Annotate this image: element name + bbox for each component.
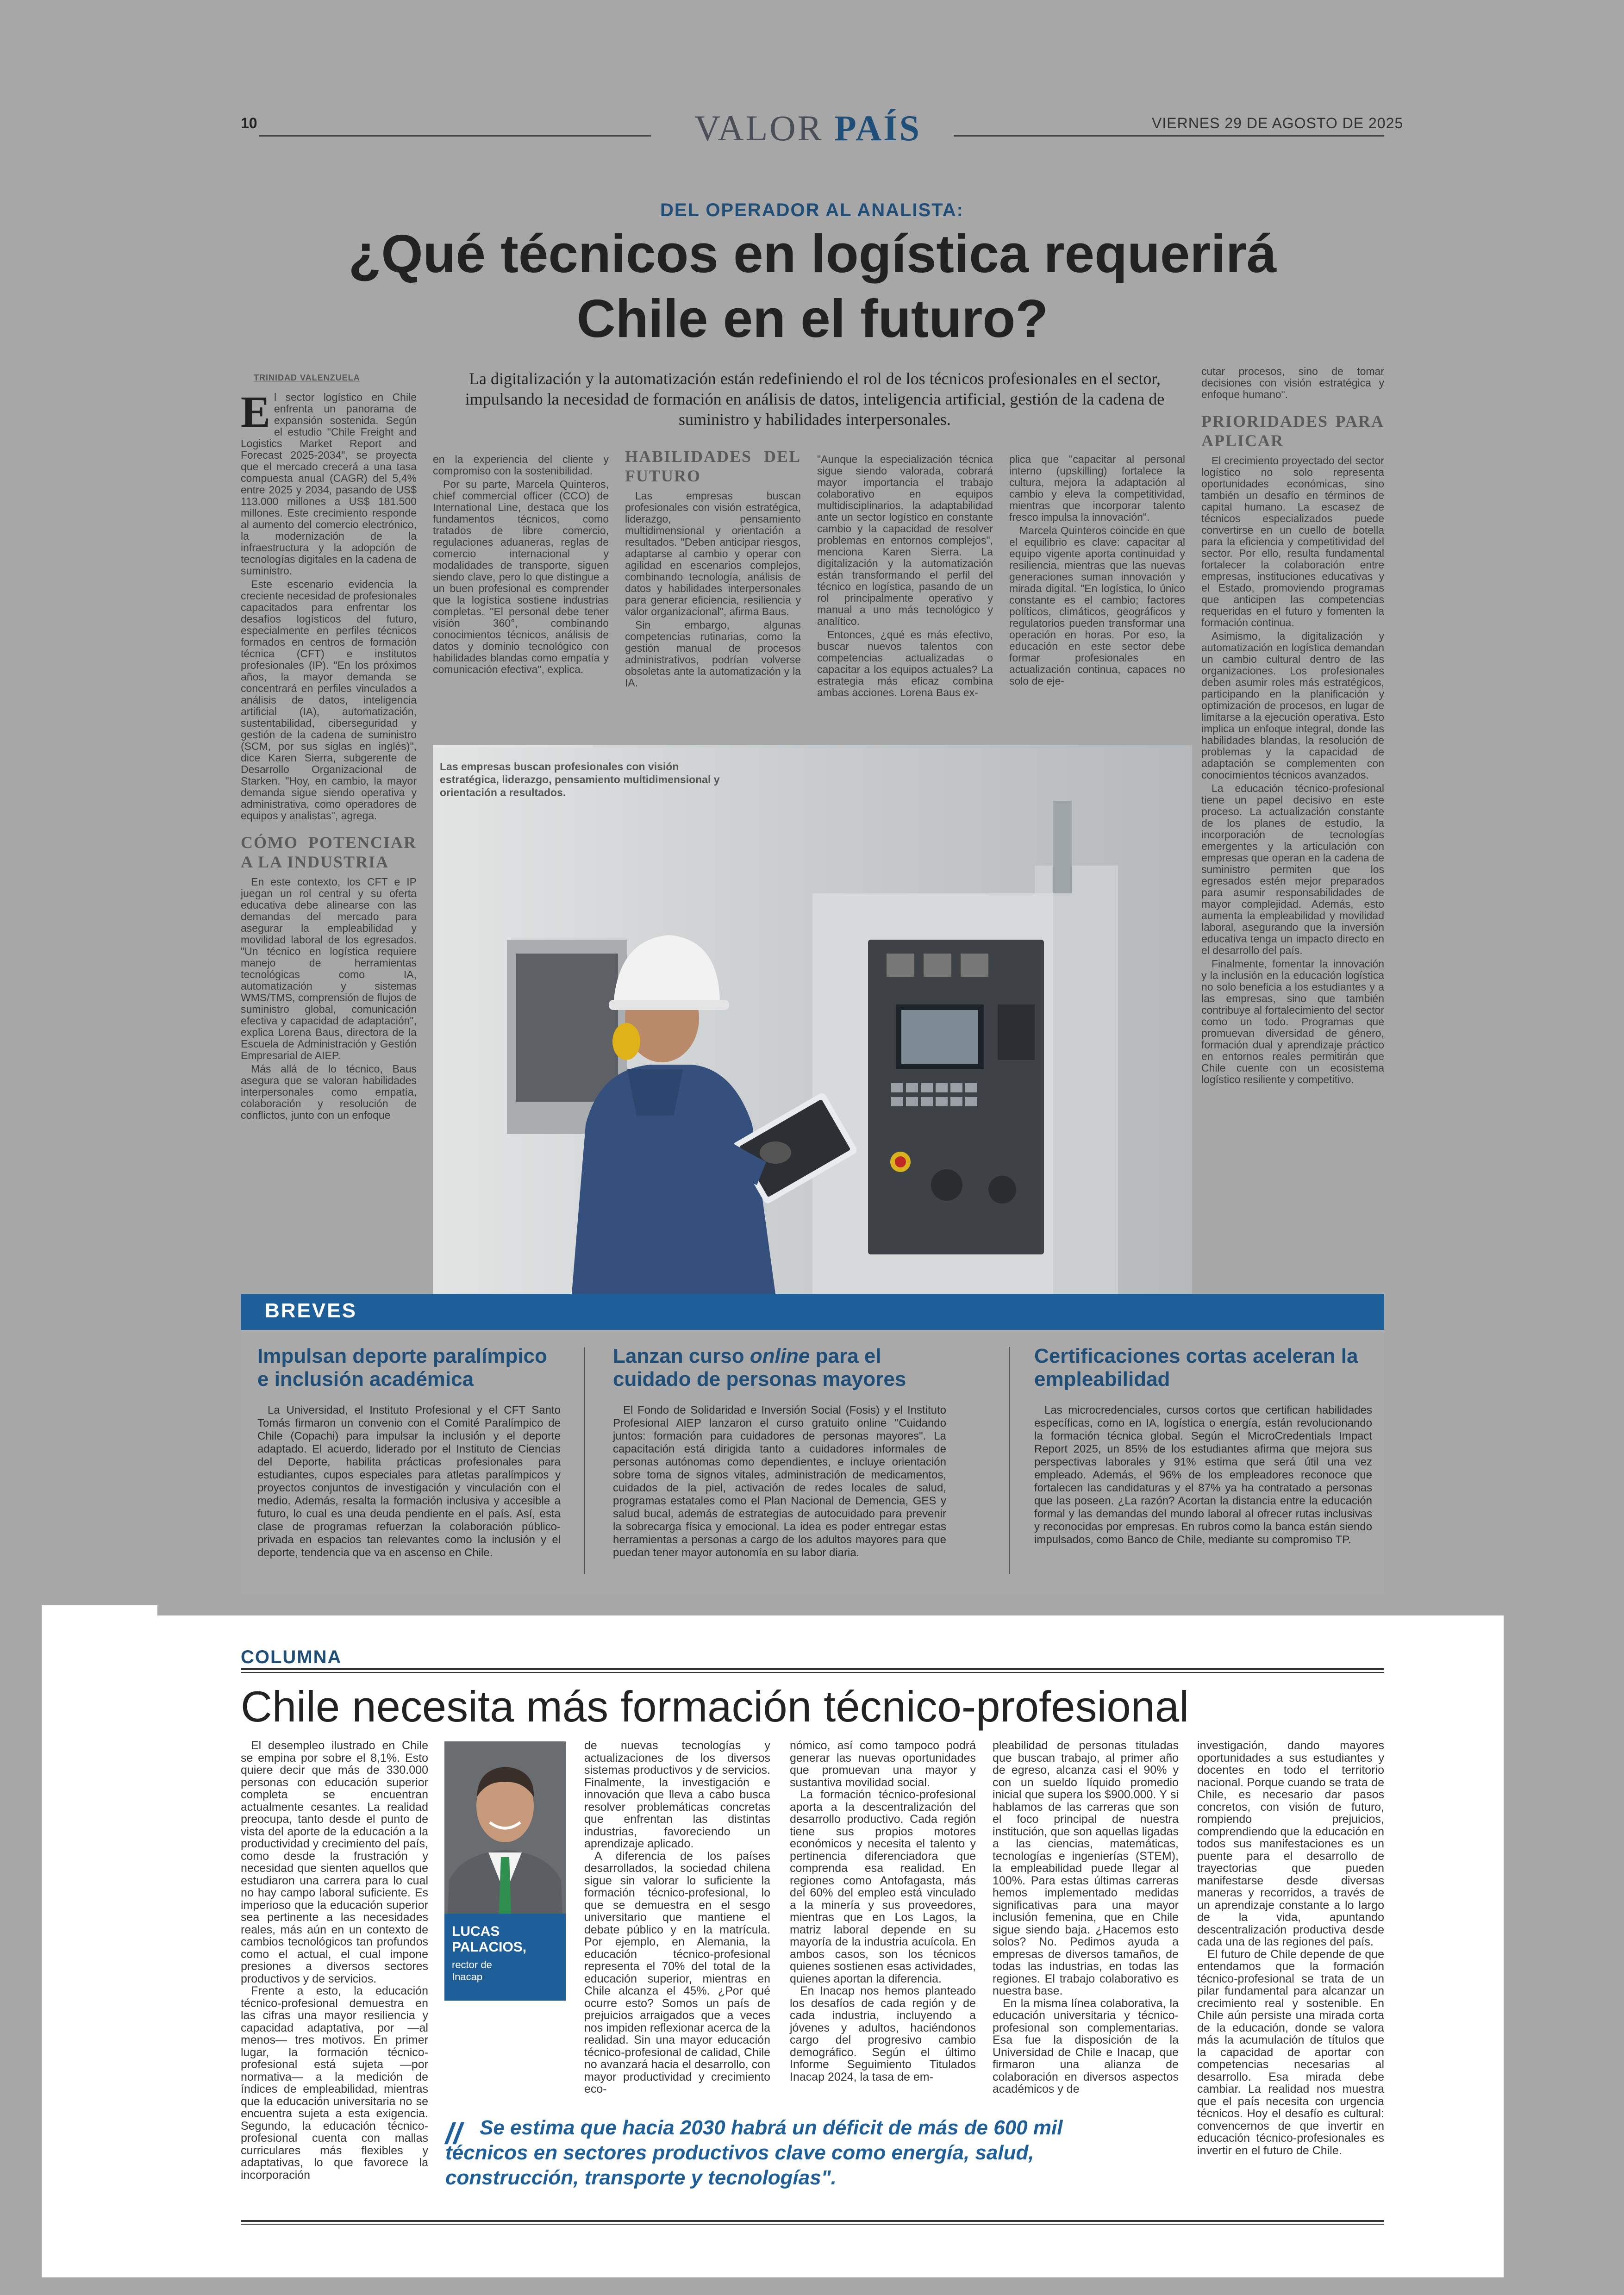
paragraph: investigación, dando mayores oportunidades a sus estudiantes y docentes en todo el territorio nacional. Porque cuando se trata de Chile, es necesario dar pasos concretos, con visión de futuro, rompiendo prejuicios, comprendiendo que la educación en todos sus manifestaciones es un puente para el desarrollo de trayectorias que pueden manifestarse desde diversas maneras y recorridos, a través de un aprendizaje constante a lo largo de la vida, apuntando descentralización productiva desde cada una de las regiones del país. bbox=[1197, 1739, 1384, 1948]
columna-tab bbox=[42, 1605, 157, 1615]
byline: TRINIDAD VALENZUELA bbox=[254, 373, 360, 382]
paragraph: En este contexto, los CFT e IP juegan un rol central y su oferta educativa debe alinearse con las demandas del mercado para asegurar la empleabilidad y movilidad laboral de los egresados. "Un técnico en logística requiere manejo de herramientas tecnológicas como IA, automatización y sistemas WMS/TMS, comprensión de flujos de suministro global, comunicación efectiva y capacidad de adaptación", explica Lorena Baus, directora de la Escuela de Administración y Gestión Empresarial de AIEP. bbox=[241, 876, 417, 1061]
author-role bbox=[452, 1959, 492, 1983]
author-name-line: PALACIOS, bbox=[452, 1940, 527, 1955]
paragraph: El Fondo de Solidaridad e Inversión Social (Fosis) y el Instituto Profesional AIEP lanzaron el curso gratuito online "Cuidando juntos: formación para cuidadores de personas mayores". La capacitación está dirigida tanto a cuidadores informales de personas autónomas como dependientes, e incluye orientación sobre toma de signos vitales, administración de medicamentos, cuidados de la piel, activación de redes locales de salud, programas estatales como el Plan Nacional de Demencia, GES y salud bucal, además de estrategias de autocuidado para prevenir la sobrecarga física y emocional. La idea es poder entregar estas herramientas a personas a cargo de los adultos mayores para que puedan tener mayor autonomía en su labor diaria. bbox=[613, 1404, 946, 1559]
page-number: 10 bbox=[241, 115, 257, 131]
paragraph: en la experiencia del cliente y compromiso con la sostenibilidad. bbox=[433, 453, 609, 477]
paragraph: En la misma línea colaborativa, la educación universitaria y técnico-profesional son complementarias. Esa fue la disposición de la Universidad de Chile e Inacap, que firmaron una alianza de colaboración en diversos aspectos académicos y de bbox=[993, 1996, 1179, 2095]
article-column-5 bbox=[1009, 454, 1185, 689]
subheading-como-potenciar: CÓMO POTENCIAR A LA INDUSTRIA bbox=[241, 833, 417, 871]
paragraph: Entonces, ¿qué es más efectivo, buscar nuevos talentos con competencias actualizadas o capacitar a los equipos actuales? La estrategia más eficaz combina ambas acciones. Lorena Baus ex- bbox=[817, 629, 993, 698]
columna-column-3 bbox=[790, 1740, 976, 2083]
author-role-line: Inacap bbox=[452, 1971, 483, 1983]
header-rule-left bbox=[259, 135, 651, 137]
paragraph: Asimismo, la digitalización y automatización en logística demandan un cambio cultural dentro de las organizaciones. Los profesionales deben asumir roles más estratégicos, participando en la planificación y optimización de procesos, en lugar de limitarse a la ejecución operativa. Esto implica un enfoque integral, donde las habilidades blandas, la resolución de problemas y la capacidad de adaptación se complementen con conocimientos técnicos avanzados. bbox=[1201, 630, 1384, 781]
paragraph: Marcela Quinteros coincide en que el equilibrio es clave: capacitar al equipo vigente aporta continuidad y resiliencia, mientras que las nuevas generaciones suman innovación y mirada digital. "En logística, lo único constante es el cambio; factores políticos, climáticos, geográficos y regulatorios pueden transformar una operación en horas. Por eso, la educación en este sector debe formar profesionales en actualización continua, capaces no solo de eje- bbox=[1009, 524, 1185, 687]
paragraph: La formación técnico-profesional aporta a la descentralización del desarrollo productivo. Cada región tiene sus propios motores económicos y necesita el talento y pertinencia diferenciadora que comprenda esa realidad. En regiones como Antofagasta, más del 60% del empleo está vinculado a la minería y sus proveedores, mientras que en Los Lagos, la matriz laboral depende en su mayoría de la industria acuícola. En ambos casos, son los técnicos quienes sostienen esas actividades, quienes aportan la diferencia. bbox=[790, 1788, 976, 1985]
paragraph: Frente a esto, la educación técnico-profesional demuestra en las cifras una mayor resiliencia y capacidad adaptativa, por —al menos— tres motivos. En primer lugar, la formación técnico-profesional está sujeta —por normativa— a la medición de índices de empleabilidad, mientras que la educación universitaria no se encuentra sujeta a esta exigencia. Segundo, la educación técnico-profesional cuenta con mallas curriculares más flexibles y adaptativas, lo que favorece la incorporación bbox=[241, 1984, 428, 2182]
article-lede: La digitalización y la automatización están redefiniendo el rol de los técnicos profesionales en el sector, impulsando la necesidad de formación en análisis de datos, inteligencia artificial, gestión de la cadena de suministro y habilidades interpersonales. bbox=[465, 369, 1165, 429]
bottom-rule bbox=[241, 2224, 1384, 2225]
header-rule-right bbox=[954, 135, 1384, 137]
quote-mark-icon: // bbox=[445, 2117, 462, 2150]
paragraph: Más allá de lo técnico, Baus asegura que se valoran habilidades interpersonales como empatía, colaboración y resolución de conflictos, junto con un enfoque bbox=[241, 1063, 417, 1121]
paragraph: El futuro de Chile depende de que entendamos que la formación técnico-profesional se trata de un pilar fundamental para alcanzar un crecimiento real y sostenible. En Chile aún persiste una mirada corta de la educación, donde se valora más la acumulación de títulos que la capacidad de aportar con competencias necesarias al desarrollo. Esa mirada debe cambiar. La realidad nos muestra que el país necesita con urgencia técnicos. Hoy el desafío es cultural: convencernos de que invertir en educación técnico-profesionales es invertir en el futuro de Chile. bbox=[1197, 1947, 1384, 2157]
breve-item bbox=[257, 1345, 561, 1559]
columna-column-1 bbox=[241, 1740, 428, 2181]
paragraph: cutar procesos, sino de tomar decisiones con visión estratégica y enfoque humano". bbox=[1201, 365, 1384, 400]
paragraph: pleabilidad de personas tituladas que buscan trabajo, al primer año de egreso, alcanza casi el 90% y con un sueldo líquido promedio inicial que supera los $900.000. Y si hablamos de las carreras que son el foco principal de nuestra institución, que son aquellas ligadas a las ciencias, matemáticas, tecnologías e ingenierías (STEM), la empleabilidad puede llegar al 100%. Para estas últimas carreras hemos implementado medidas significativas para una mayor inclusión femenina, que en Chile sigue siendo baja. ¿Hacemos esto solos? No. Pedimos ayuda a empresas de diversos tamaños, de todas las industrias, en todas las regiones. El trabajo colaborativo es nuestra base. bbox=[993, 1739, 1179, 1997]
photo-illustration bbox=[433, 745, 1192, 1294]
drop-cap: E bbox=[241, 387, 271, 437]
breve-title: Impulsan deporte paralímpico e inclusión académica bbox=[257, 1345, 547, 1391]
paragraph: El crecimiento proyectado del sector logístico no solo representa oportunidades económicas, sino también un desafío en términos de capital humano. La escasez de técnicos especializados puede convertirse en un cuello de botella para la eficiencia y competitividad del sector. Por ello, resulta fundamental fortalecer la colaboración entre empresas, instituciones educativas y el Estado, promoviendo programas que anticipen las competencias requeridas en el futuro y fomenten la formación continua. bbox=[1201, 455, 1384, 629]
paragraph: de nuevas tecnologías y actualizaciones de los diversos sistemas productivos y de servicios. Finalmente, la investigación e innovación que lleva a cabo busca resolver problemáticas concretas que enfrentan las distintas industrias, favoreciendo un aprendizaje aplicado. bbox=[584, 1739, 770, 1850]
article-column-2 bbox=[433, 454, 609, 677]
masthead bbox=[694, 107, 921, 149]
headline-line-1: ¿Qué técnicos en logística requerirá bbox=[348, 224, 1277, 284]
columna-label: COLUMNA bbox=[241, 1647, 342, 1667]
columna-column-5 bbox=[1197, 1740, 1384, 2157]
paragraph: La Universidad, el Instituto Profesional y el CFT Santo Tomás firmaron un convenio con el Comité Paralímpico de Chile (Copachi) para impulsar la inclusión y el deporte adaptado. El acuerdo, liderado por el Instituto de Ciencias del Deporte, habilita prácticas profesionales para estudiantes, cupos especiales para atletas paralímpicos y proyectos conjuntos de investigación y vinculación con el medio. Además, resalta la formación inclusiva y accesible a futuro, lo cual es una deuda pendiente en el país. Así, esta clase de programas refuerzan la colaboración público-privada en espacios tan relevantes como la inclusión y el deporte, tendencia que va en ascenso en Chile. bbox=[257, 1404, 561, 1559]
paragraph: "Aunque la especialización técnica sigue siendo valorada, cobrará mayor importancia el trabajo colaborativo en equipos multidisciplinarios, la adaptabilidad ante un sector logístico en constante cambio y la capacidad de resolver problemas en entornos complejos", menciona Karen Sierra. La digitalización y la automatización están transformando el perfil del técnico en logística, pasando de un rol principalmente operativo y manual a uno más tecnológico y analítico. bbox=[817, 453, 993, 627]
masthead-valor: VALOR bbox=[694, 108, 824, 148]
paragraph-text: l sector logístico en Chile enfrenta un panorama de expansión sostenida. Según el estudio "Chile Freight and Logistics Market Report and Forecast 2025-2034", se proyecta que el mercado crecerá a una tasa compuesta anual (CAGR) del 5,4% entre 2025 y 2034, pasando de US$ 113.000 millones a US$ 181.500 millones. Este crecimiento responde al aumento del comercio electrónico, la modernización de la infraestructura y la adopción de tecnologías digitales en la cadena de suministro. bbox=[241, 391, 417, 577]
subheading-prioridades: PRIORIDADES PARA APLICAR bbox=[1201, 412, 1384, 450]
breve-text bbox=[257, 1404, 561, 1559]
author-name-line: LUCAS bbox=[452, 1924, 500, 1939]
columna-rule bbox=[241, 1668, 1384, 1670]
photo-caption: Las empresas buscan profesionales con visión estratégica, liderazgo, pensamiento multidimensional y orientación a resultados. bbox=[440, 761, 720, 798]
breves-divider bbox=[1009, 1347, 1010, 1574]
breve-item bbox=[613, 1345, 946, 1559]
paragraph: El desempleo ilustrado en Chile se empina por sobre el 8,1%. Esto quiere decir que más de 330.000 personas con educación superior completa se encuentran actualmente cesantes. La realidad preocupa, tanto desde el punto de vista del aporte de la educación a la productividad y crecimiento del país, como desde la frustración y necesidad que sienten aquellos que estudiaron una carrera para lo cual no hay campo laboral suficiente. Es imperioso que la educación superior sea pertinente a las necesidades reales, más aún en un contexto de cambios tecnológicos tan profundos como el actual, el cual impone presiones a diversos sectores productivos y de servicios. bbox=[241, 1739, 428, 1985]
paragraph: En Inacap nos hemos planteado los desafíos de cada región y de cada industria, incluyendo a jóvenes y adultos, haciéndonos cargo del progresivo cambio demográfico. Según el último Informe Seguimiento Titulados Inacap 2024, la tasa de em- bbox=[790, 1984, 976, 2083]
paragraph: nómico, así como tampoco podrá generar las nuevas oportunidades que promuevan una mayor y sustantiva movilidad social. bbox=[790, 1739, 976, 1789]
author-portrait bbox=[444, 1741, 566, 2001]
paragraph: A diferencia de los países desarrollados, la sociedad chilena sigue sin valorar lo suficiente la formación técnico-profesional, lo que se demuestra en el sesgo universitario que mantiene el debate público y en la matrícula. Por ejemplo, en Alemania, la educación técnico-profesional representa el 70% del total de la educación superior, mientras en Chile alcanza el 45%. ¿Por qué ocurre esto? Somos un país de prejuicios arraigados que a veces nos impiden reflexionar acerca de la realidad. Sin una mayor educación técnico-profesional de calidad, Chile no avanzará hacia el desarrollo, con mayor productividad y crecimiento eco- bbox=[584, 1849, 770, 2095]
author-caption-box bbox=[444, 1914, 566, 2001]
columna-title: Chile necesita más formación técnico-profesional bbox=[241, 1682, 1189, 1731]
paragraph: Las microcredenciales, cursos cortos que certifican habilidades específicas, como en IA, logística o energía, están revolucionando la formación técnica global. Según el MicroCredentials Impact Report 2025, un 85% de los estudiantes afirma que mejora sus perspectivas laborales y 91% estima que será útil una vez empleado. Además, el 96% de los empleadores reconoce que fortalecen las candidaturas y el 87% ya ha contratado a personas que las poseen. ¿La razón? Acortan la distancia entre la educación formal y las demandas del mundo laboral al ofrecer rutas inclusivas y reconocidas por empresas. En rubros como la banca están siendo impulsados, como Banco de Chile, mediante su compromiso TP. bbox=[1034, 1404, 1372, 1546]
columna-rule bbox=[241, 1672, 1384, 1673]
breve-text bbox=[1034, 1404, 1372, 1547]
breve-title-part: Lanzan curso bbox=[613, 1345, 750, 1367]
bottom-rule bbox=[241, 2220, 1384, 2222]
article-column-1 bbox=[241, 387, 417, 1123]
breve-title: Certificaciones cortas aceleran la empleabilidad bbox=[1034, 1345, 1358, 1391]
masthead-pais: PAÍS bbox=[834, 108, 922, 148]
issue-date: VIERNES 29 DE AGOSTO DE 2025 bbox=[1152, 115, 1404, 131]
article-headline bbox=[241, 221, 1384, 351]
paragraph: plica que "capacitar al personal interno (upskilling) fortalece la cultura, mejora la adaptación al cambio y eleva la competitividad, mientras que incorporar talento fresco impulsa la innovación". bbox=[1009, 453, 1185, 523]
breve-item bbox=[1034, 1345, 1372, 1547]
author-name bbox=[452, 1924, 526, 1955]
article-column-3 bbox=[625, 447, 801, 691]
headline-line-2: Chile en el futuro? bbox=[576, 288, 1049, 349]
paragraph bbox=[241, 387, 417, 577]
breves-bar bbox=[241, 1294, 1384, 1330]
paragraph: Finalmente, fomentar la innovación y la inclusión en la educación logística no solo beneficia a los estudiantes y a las empresas, sino que también contribuye al fortalecimiento del sector como un todo. Programas que promuevan diversidad de género, formación dual y aprendizaje práctico en entornos reales permitirán que Chile cuente con un ecosistema logístico resiliente y competitivo. bbox=[1201, 958, 1384, 1085]
paragraph: La educación técnico-profesional tiene un papel decisivo en este proceso. La actualización constante de los planes de estudio, la incorporación de tecnologías emergentes y la articulación con empresas que operan en la cadena de suministro permiten que los egresados estén mejor preparados para asumir responsabilidades de mayor complejidad. Además, esto aumenta la empleabilidad y movilidad laboral, asegurando que la inversión educativa tenga un impacto directo en el desarrollo del país. bbox=[1201, 782, 1384, 956]
pull-quote: Se estima que hacia 2030 habrá un déficit de más de 600 mil técnicos en sectores productivos clave como energía, salud, construcción, transporte y tecnologías". bbox=[445, 2116, 1063, 2189]
paragraph: Por su parte, Marcela Quinteros, chief commercial officer (CCO) de International Line, destaca que los fundamentos técnicos, como tratados de libre comercio, regulaciones aduaneras, reglas de comercio internacional y modalidades de transporte, siguen siendo clave, pero lo que distingue a un buen profesional es comprender que la logística sostiene industrias completas. "El personal debe tener visión 360°, combinando conocimientos técnicos, análisis de datos y dominio tecnológico con habilidades blandas como empatía y comunicación efectiva", explica. bbox=[433, 478, 609, 675]
article-kicker: DEL OPERADOR AL ANALISTA: bbox=[660, 200, 964, 220]
breve-title-emphasis: online bbox=[750, 1345, 810, 1367]
columna-column-4 bbox=[993, 1740, 1179, 2095]
article-column-6 bbox=[1201, 366, 1384, 1087]
paragraph: Las empresas buscan profesionales con visión estratégica, liderazgo, pensamiento multidimensional y orientación a resultados. "Deben anticipar riesgos, adaptarse al cambio y operar con agilidad en escenarios complejos, combinando tecnología, análisis de datos y habilidades interpersonales para generar eficiencia, resiliencia y valor organizacional", afirma Baus. bbox=[625, 490, 801, 617]
article-photo-technician bbox=[433, 745, 1192, 1294]
breve-title-part: para el cuidado de personas mayores bbox=[613, 1345, 906, 1391]
columna-column-2 bbox=[584, 1740, 770, 2095]
breve-text bbox=[613, 1404, 946, 1559]
paragraph: Sin embargo, algunas competencias rutinarias, como la gestión manual de procesos administrativos, podrían volverse obsoletas ante la automatización y la IA. bbox=[625, 619, 801, 689]
breves-title: BREVES bbox=[265, 1299, 357, 1322]
subheading-habilidades: HABILIDADES DEL FUTURO bbox=[625, 447, 801, 485]
author-role-line: rector de bbox=[452, 1959, 492, 1971]
breves-divider bbox=[584, 1347, 585, 1574]
article-column-4 bbox=[817, 454, 993, 700]
paragraph: Este escenario evidencia la creciente necesidad de profesionales capacitados para enfrentar los desafíos logísticos del futuro, especialmente en perfiles técnicos formados en centros de formación técnica (CFT) e institutos profesionales (IP). "En los próximos años, la mayor demanda se concentrará en perfiles vinculados a análisis de datos, inteligencia artificial (IA), automatización, sustentabilidad, ciberseguridad y gestión de la cadena de suministro (SCM, por sus siglas en inglés)", dice Karen Sierra, subgerente de Desarrollo Organizacional de Starken. "Hoy, en cambio, la mayor demanda sigue siendo operativa y administrativa, como operadores de equipos y analistas", agrega. bbox=[241, 578, 417, 822]
breve-title bbox=[613, 1345, 946, 1391]
